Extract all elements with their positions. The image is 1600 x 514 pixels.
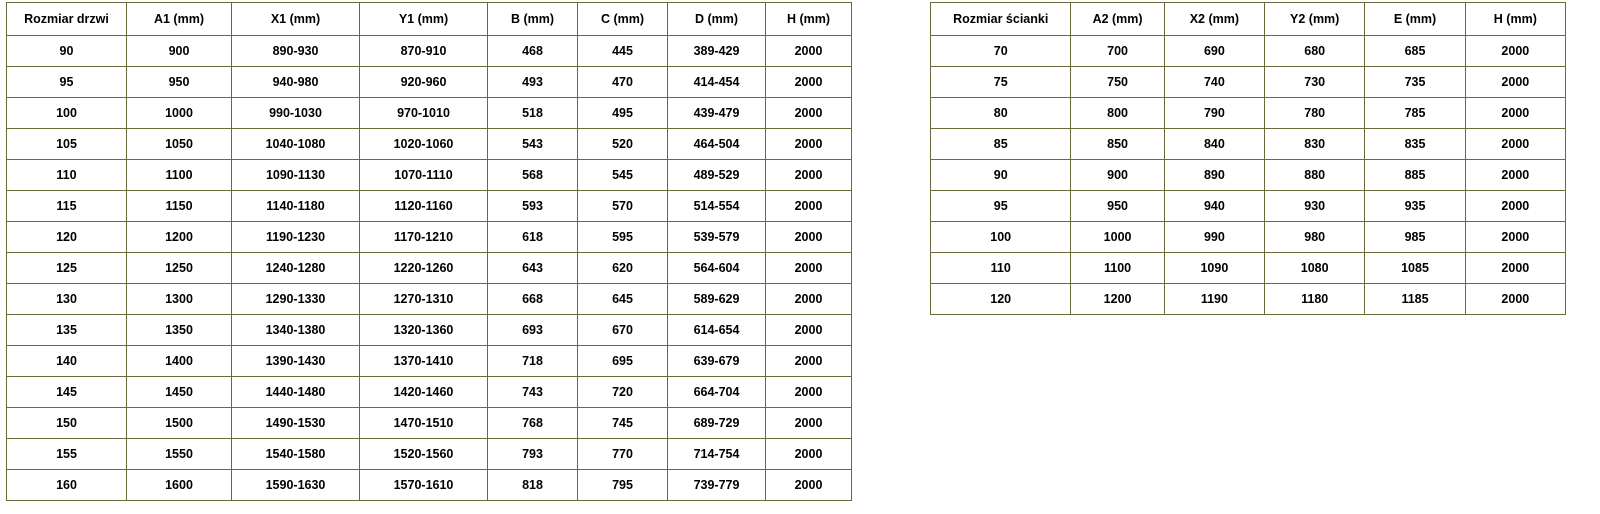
door-cell: 990-1030 xyxy=(232,98,360,129)
table-row xyxy=(7,160,852,191)
wall-cell: 890 xyxy=(1164,160,1264,191)
door-cell: 743 xyxy=(488,377,578,408)
wall-cell: 835 xyxy=(1365,129,1465,160)
table-row xyxy=(931,191,1566,222)
door-cell: 135 xyxy=(7,315,127,346)
door-cell: 1020-1060 xyxy=(360,129,488,160)
door-cell: 1600 xyxy=(127,470,232,501)
door-cell: 620 xyxy=(578,253,668,284)
door-cell: 739-779 xyxy=(668,470,766,501)
door-cell: 90 xyxy=(7,36,127,67)
door-cell: 950 xyxy=(127,67,232,98)
door-table-body xyxy=(7,36,852,501)
door-cell: 520 xyxy=(578,129,668,160)
table-row xyxy=(7,129,852,160)
door-cell: 160 xyxy=(7,470,127,501)
door-cell: 115 xyxy=(7,191,127,222)
door-cell: 568 xyxy=(488,160,578,191)
door-cell: 689-729 xyxy=(668,408,766,439)
door-cell: 589-629 xyxy=(668,284,766,315)
door-cell: 1000 xyxy=(127,98,232,129)
door-cell: 414-454 xyxy=(668,67,766,98)
door-cell: 1420-1460 xyxy=(360,377,488,408)
door-cell: 768 xyxy=(488,408,578,439)
wall-cell: 940 xyxy=(1164,191,1264,222)
wall-cell: 690 xyxy=(1164,36,1264,67)
door-column-header: Rozmiar drzwi xyxy=(7,3,127,36)
door-cell: 2000 xyxy=(766,439,852,470)
door-cell: 2000 xyxy=(766,222,852,253)
door-cell: 1240-1280 xyxy=(232,253,360,284)
door-cell: 2000 xyxy=(766,284,852,315)
wall-cell: 1190 xyxy=(1164,284,1264,315)
door-cell: 145 xyxy=(7,377,127,408)
wall-column-header: X2 (mm) xyxy=(1164,3,1264,36)
door-cell: 464-504 xyxy=(668,129,766,160)
wall-cell: 120 xyxy=(931,284,1071,315)
wall-cell: 740 xyxy=(1164,67,1264,98)
door-cell: 2000 xyxy=(766,98,852,129)
door-cell: 770 xyxy=(578,439,668,470)
table-row xyxy=(931,129,1566,160)
door-cell: 1090-1130 xyxy=(232,160,360,191)
door-cell: 695 xyxy=(578,346,668,377)
door-cell: 2000 xyxy=(766,315,852,346)
door-cell: 493 xyxy=(488,67,578,98)
wall-cell: 1200 xyxy=(1071,284,1164,315)
table-row xyxy=(7,315,852,346)
table-row xyxy=(7,377,852,408)
door-cell: 1550 xyxy=(127,439,232,470)
door-cell: 670 xyxy=(578,315,668,346)
door-cell: 1370-1410 xyxy=(360,346,488,377)
wall-cell: 840 xyxy=(1164,129,1264,160)
table-row xyxy=(931,253,1566,284)
wall-cell: 980 xyxy=(1265,222,1365,253)
door-cell: 1540-1580 xyxy=(232,439,360,470)
wall-cell: 850 xyxy=(1071,129,1164,160)
table-row xyxy=(7,408,852,439)
wall-cell: 900 xyxy=(1071,160,1164,191)
door-cell: 1290-1330 xyxy=(232,284,360,315)
door-cell: 2000 xyxy=(766,346,852,377)
wall-cell: 110 xyxy=(931,253,1071,284)
door-cell: 793 xyxy=(488,439,578,470)
door-cell: 1590-1630 xyxy=(232,470,360,501)
door-cell: 150 xyxy=(7,408,127,439)
wall-cell: 75 xyxy=(931,67,1071,98)
door-cell: 970-1010 xyxy=(360,98,488,129)
door-cell: 570 xyxy=(578,191,668,222)
wall-cell: 800 xyxy=(1071,98,1164,129)
door-cell: 2000 xyxy=(766,191,852,222)
door-cell: 714-754 xyxy=(668,439,766,470)
wall-cell: 70 xyxy=(931,36,1071,67)
table-row xyxy=(931,222,1566,253)
door-cell: 1140-1180 xyxy=(232,191,360,222)
door-cell: 545 xyxy=(578,160,668,191)
door-dimensions-table xyxy=(6,2,852,501)
wall-cell: 1090 xyxy=(1164,253,1264,284)
door-cell: 1120-1160 xyxy=(360,191,488,222)
door-cell: 2000 xyxy=(766,67,852,98)
wall-cell: 90 xyxy=(931,160,1071,191)
table-row xyxy=(7,98,852,129)
table-row xyxy=(931,98,1566,129)
door-column-header: Y1 (mm) xyxy=(360,3,488,36)
door-cell: 718 xyxy=(488,346,578,377)
door-cell: 514-554 xyxy=(668,191,766,222)
door-cell: 618 xyxy=(488,222,578,253)
table-row xyxy=(931,36,1566,67)
wall-cell: 2000 xyxy=(1465,36,1565,67)
door-cell: 1250 xyxy=(127,253,232,284)
door-cell: 1520-1560 xyxy=(360,439,488,470)
wall-cell: 2000 xyxy=(1465,191,1565,222)
door-cell: 389-429 xyxy=(668,36,766,67)
door-cell: 1070-1110 xyxy=(360,160,488,191)
door-cell: 468 xyxy=(488,36,578,67)
wall-cell: 2000 xyxy=(1465,129,1565,160)
door-column-header: A1 (mm) xyxy=(127,3,232,36)
door-cell: 940-980 xyxy=(232,67,360,98)
wall-cell: 80 xyxy=(931,98,1071,129)
wall-cell: 1100 xyxy=(1071,253,1164,284)
door-cell: 125 xyxy=(7,253,127,284)
wall-cell: 830 xyxy=(1265,129,1365,160)
door-cell: 1350 xyxy=(127,315,232,346)
wall-cell: 985 xyxy=(1365,222,1465,253)
table-row xyxy=(7,346,852,377)
door-cell: 1100 xyxy=(127,160,232,191)
door-cell: 2000 xyxy=(766,129,852,160)
door-cell: 2000 xyxy=(766,470,852,501)
door-cell: 100 xyxy=(7,98,127,129)
door-cell: 495 xyxy=(578,98,668,129)
wall-cell: 100 xyxy=(931,222,1071,253)
door-column-header: B (mm) xyxy=(488,3,578,36)
wall-column-header: Rozmiar ścianki xyxy=(931,3,1071,36)
wall-cell: 2000 xyxy=(1465,160,1565,191)
wall-cell: 685 xyxy=(1365,36,1465,67)
door-cell: 639-679 xyxy=(668,346,766,377)
table-row xyxy=(931,67,1566,98)
door-cell: 543 xyxy=(488,129,578,160)
door-cell: 1050 xyxy=(127,129,232,160)
table-row xyxy=(7,439,852,470)
table-row xyxy=(931,160,1566,191)
table-row xyxy=(7,470,852,501)
door-cell: 1400 xyxy=(127,346,232,377)
door-cell: 1150 xyxy=(127,191,232,222)
door-cell: 1570-1610 xyxy=(360,470,488,501)
wall-cell: 1185 xyxy=(1365,284,1465,315)
wall-cell: 885 xyxy=(1365,160,1465,191)
door-cell: 920-960 xyxy=(360,67,488,98)
door-cell: 564-604 xyxy=(668,253,766,284)
door-column-header: H (mm) xyxy=(766,3,852,36)
table-row xyxy=(931,284,1566,315)
wall-table-header xyxy=(931,3,1566,36)
door-cell: 645 xyxy=(578,284,668,315)
door-cell: 1490-1530 xyxy=(232,408,360,439)
table-row xyxy=(7,253,852,284)
door-cell: 1470-1510 xyxy=(360,408,488,439)
wall-cell: 735 xyxy=(1365,67,1465,98)
wall-column-header: Y2 (mm) xyxy=(1265,3,1365,36)
door-cell: 1200 xyxy=(127,222,232,253)
door-cell: 595 xyxy=(578,222,668,253)
table-header-row xyxy=(931,3,1566,36)
door-cell: 720 xyxy=(578,377,668,408)
wall-dimensions-table xyxy=(930,2,1566,315)
wall-cell: 2000 xyxy=(1465,222,1565,253)
wall-table-body xyxy=(931,36,1566,315)
wall-cell: 730 xyxy=(1265,67,1365,98)
door-cell: 668 xyxy=(488,284,578,315)
door-cell: 489-529 xyxy=(668,160,766,191)
door-cell: 1440-1480 xyxy=(232,377,360,408)
door-cell: 1320-1360 xyxy=(360,315,488,346)
wall-cell: 790 xyxy=(1164,98,1264,129)
door-table-header xyxy=(7,3,852,36)
table-row xyxy=(7,67,852,98)
wall-cell: 1085 xyxy=(1365,253,1465,284)
door-cell: 2000 xyxy=(766,253,852,284)
table-row xyxy=(7,36,852,67)
door-cell: 155 xyxy=(7,439,127,470)
door-cell: 593 xyxy=(488,191,578,222)
door-cell: 745 xyxy=(578,408,668,439)
door-cell: 140 xyxy=(7,346,127,377)
wall-cell: 2000 xyxy=(1465,253,1565,284)
door-cell: 1170-1210 xyxy=(360,222,488,253)
door-column-header: D (mm) xyxy=(668,3,766,36)
wall-cell: 2000 xyxy=(1465,284,1565,315)
door-column-header: X1 (mm) xyxy=(232,3,360,36)
door-cell: 1390-1430 xyxy=(232,346,360,377)
door-cell: 2000 xyxy=(766,377,852,408)
wall-cell: 880 xyxy=(1265,160,1365,191)
door-cell: 890-930 xyxy=(232,36,360,67)
door-cell: 1190-1230 xyxy=(232,222,360,253)
door-cell: 1340-1380 xyxy=(232,315,360,346)
wall-cell: 95 xyxy=(931,191,1071,222)
door-cell: 105 xyxy=(7,129,127,160)
wall-cell: 785 xyxy=(1365,98,1465,129)
wall-column-header: A2 (mm) xyxy=(1071,3,1164,36)
door-cell: 95 xyxy=(7,67,127,98)
table-header-row xyxy=(7,3,852,36)
table-row xyxy=(7,191,852,222)
wall-cell: 935 xyxy=(1365,191,1465,222)
door-cell: 900 xyxy=(127,36,232,67)
wall-column-header: E (mm) xyxy=(1365,3,1465,36)
wall-cell: 780 xyxy=(1265,98,1365,129)
door-cell: 643 xyxy=(488,253,578,284)
wall-cell: 1180 xyxy=(1265,284,1365,315)
door-cell: 818 xyxy=(488,470,578,501)
door-cell: 120 xyxy=(7,222,127,253)
door-cell: 2000 xyxy=(766,408,852,439)
door-cell: 2000 xyxy=(766,36,852,67)
door-cell: 445 xyxy=(578,36,668,67)
door-cell: 664-704 xyxy=(668,377,766,408)
wall-cell: 1080 xyxy=(1265,253,1365,284)
wall-cell: 2000 xyxy=(1465,67,1565,98)
door-cell: 1040-1080 xyxy=(232,129,360,160)
door-cell: 130 xyxy=(7,284,127,315)
wall-cell: 85 xyxy=(931,129,1071,160)
table-row xyxy=(7,284,852,315)
door-cell: 870-910 xyxy=(360,36,488,67)
door-cell: 1300 xyxy=(127,284,232,315)
door-cell: 1500 xyxy=(127,408,232,439)
door-column-header: C (mm) xyxy=(578,3,668,36)
wall-cell: 2000 xyxy=(1465,98,1565,129)
door-cell: 539-579 xyxy=(668,222,766,253)
door-cell: 439-479 xyxy=(668,98,766,129)
door-cell: 110 xyxy=(7,160,127,191)
door-cell: 795 xyxy=(578,470,668,501)
door-cell: 614-654 xyxy=(668,315,766,346)
wall-cell: 680 xyxy=(1265,36,1365,67)
wall-cell: 950 xyxy=(1071,191,1164,222)
door-cell: 2000 xyxy=(766,160,852,191)
door-cell: 518 xyxy=(488,98,578,129)
wall-cell: 1000 xyxy=(1071,222,1164,253)
door-cell: 1450 xyxy=(127,377,232,408)
table-row xyxy=(7,222,852,253)
wall-column-header: H (mm) xyxy=(1465,3,1565,36)
wall-cell: 700 xyxy=(1071,36,1164,67)
wall-cell: 930 xyxy=(1265,191,1365,222)
door-cell: 693 xyxy=(488,315,578,346)
wall-cell: 750 xyxy=(1071,67,1164,98)
wall-cell: 990 xyxy=(1164,222,1264,253)
door-cell: 1270-1310 xyxy=(360,284,488,315)
door-cell: 1220-1260 xyxy=(360,253,488,284)
door-cell: 470 xyxy=(578,67,668,98)
